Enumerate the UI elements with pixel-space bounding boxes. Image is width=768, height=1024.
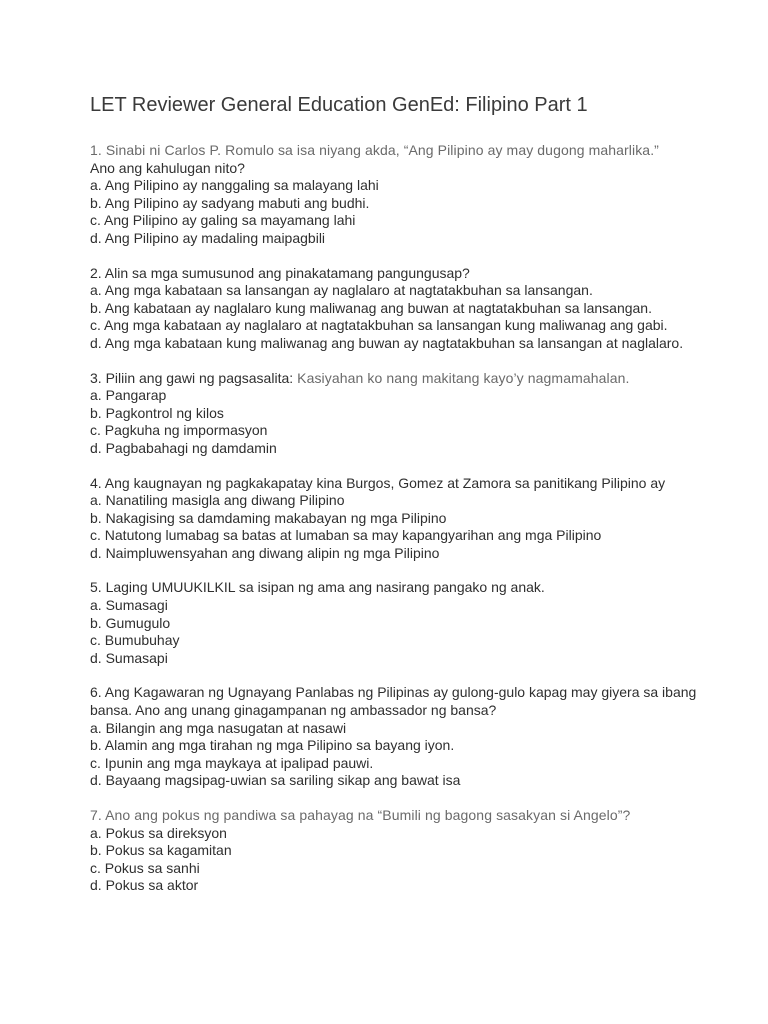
choice-a: a. Ang mga kabataan sa lansangan ay naglalaro at nagtatakbuhan sa lansangan. [90,282,593,299]
question-2 [90,265,720,353]
choice-b: b. Gumugulo [90,614,171,631]
question-6 [90,684,720,790]
question-prompt: 4. Ang kaugnayan ng pagkakapatay kina Burgos, Gomez at Zamora sa panitikang Pilipino ay [90,474,666,491]
choice-c: c. Ang Pilipino ay galing sa mayamang lahi [90,212,356,229]
choice-c: c. Ang mga kabataan ay naglalaro at nagtatakbuhan sa lansangan kung maliwanag ang gabi. [90,317,668,334]
choice-d: d. Pokus sa aktor [90,877,199,894]
choice-b: b. Ang kabataan ay naglalaro kung maliwanag ang buwan at nagtatakbuhan sa lansangan. [90,299,652,316]
choice-a: a. Pokus sa direksyon [90,824,227,841]
choice-d: d. Pagbabahagi ng damdamin [90,439,277,456]
choice-b: b. Pagkontrol ng kilos [90,404,224,421]
document-page [90,92,720,912]
question-5 [90,579,720,667]
document-title: LET Reviewer General Education GenEd: Filipino Part 1 [90,94,588,116]
question-prompt: 7. Ano ang pokus ng pandiwa sa pahayag na “Bumili ng bagong sasakyan si Angelo”? [90,807,631,823]
question-prompt: 1. Sinabi ni Carlos P. Romulo sa isa niyang akda, “Ang Pilipino ay may dugong maharlika.” [90,142,659,158]
choice-d: d. Bayaang magsipag-uwian sa sariling sikap ang bawat isa [90,772,461,789]
choice-b: b. Pokus sa kagamitan [90,842,232,859]
choice-b: b. Alamin ang mga tirahan ng mga Pilipino sa bayang iyon. [90,737,455,754]
choice-c: c. Bumubuhay [90,632,180,649]
choice-a: a. Bilangin ang mga nasugatan at nasawi [90,719,347,736]
choice-c: c. Pokus sa sanhi [90,859,200,876]
question-3 [90,370,720,458]
question-prompt: 3. Piliin ang gawi ng pagsasalita: [90,369,294,386]
choice-a: a. Pangarap [90,387,167,404]
question-prompt-continued: Ano ang kahulugan nito? [90,159,245,176]
choice-a: a. Sumasagi [90,597,168,614]
choice-d: d. Ang mga kabataan kung maliwanag ang buwan ay nagtatakbuhan sa lansangan at naglalaro. [90,334,684,351]
choice-c: c. Pagkuha ng impormasyon [90,422,268,439]
choice-a: a. Ang Pilipino ay nanggaling sa malayang lahi [90,177,379,194]
choice-d: d. Naimpluwensyahan ang diwang alipin ng mga Pilipino [90,544,440,561]
question-1 [90,142,720,248]
question-prompt: 2. Alin sa mga sumusunod ang pinakatamang pangungusap? [90,264,470,281]
choice-d: d. Sumasapi [90,649,168,666]
question-7 [90,807,720,895]
question-prompt-line [90,370,720,388]
choice-a: a. Nanatiling masigla ang diwang Pilipino [90,492,345,509]
question-sentence: Kasiyahan ko nang makitang kayo’y nagmamahalan. [293,369,630,386]
choice-c: c. Natutong lumabag sa batas at lumaban sa may kapangyarihan ang mga Pilipino [90,527,602,544]
choice-b: b. Nakagising sa damdaming makabayan ng mga Pilipino [90,509,447,526]
choice-c: c. Ipunin ang mga maykaya at ipalipad pauwi. [90,754,374,771]
question-prompt: 6. Ang Kagawaran ng Ugnayang Panlabas ng Pilipinas ay gulong-gulo kapag may giyera sa ibang bansa. Ano ang unang ginagampanan ng ambassador ng bansa? [90,684,697,719]
question-4 [90,475,720,563]
choice-d: d. Ang Pilipino ay madaling maipagbili [90,229,326,246]
choice-b: b. Ang Pilipino ay sadyang mabuti ang budhi. [90,194,370,211]
question-prompt: 5. Laging UMUUKILKIL sa isipan ng ama ang nasirang pangako ng anak. [90,579,545,596]
